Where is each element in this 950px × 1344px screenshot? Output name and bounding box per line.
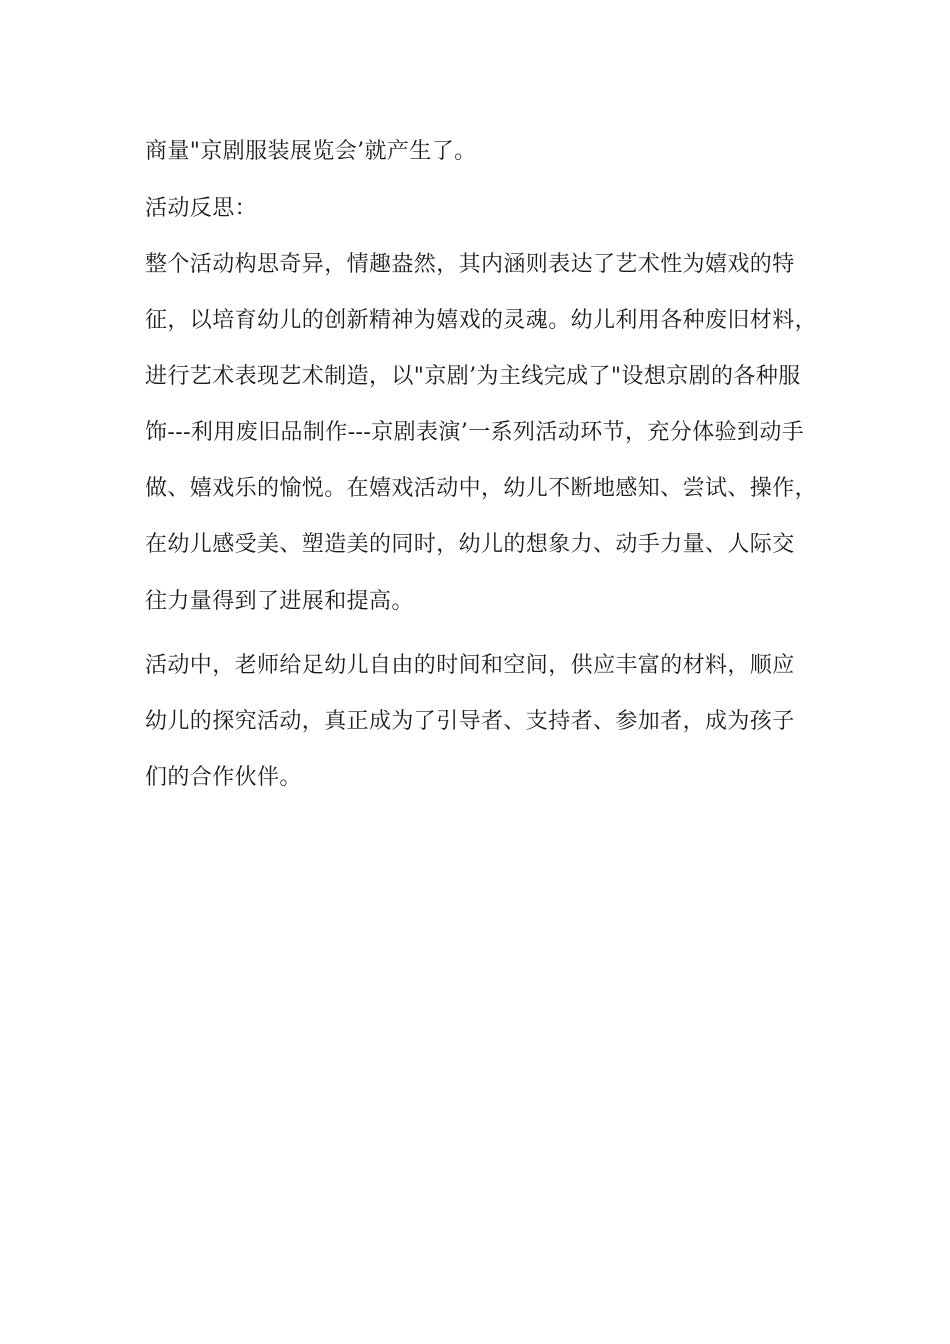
text-line: 做、嬉戏乐的愉悦。在嬉戏活动中，幼儿不断地感知、尝试、操作， xyxy=(145,476,818,501)
section-heading-reflection: 活动反思： xyxy=(145,196,258,221)
text-line: 整个活动构思奇异，情趣盎然，其内涵则表达了艺术性为嬉戏的特 xyxy=(145,252,795,277)
text-line: 们的合作伙伴。 xyxy=(145,765,302,790)
text-line-continuation: 商量"京剧服装展览会’就产生了。 xyxy=(145,139,477,164)
text-line: 幼儿的探究活动，真正成为了引导者、支持者、参加者，成为孩子 xyxy=(145,709,795,734)
text-line: 进行艺术表现艺术制造，以"京剧’为主线完成了"设想京剧的各种服 xyxy=(145,364,801,389)
text-line: 活动中，老师给足幼儿自由的时间和空间，供应丰富的材料，顺应 xyxy=(145,653,795,678)
text-line: 饰---利用废旧品制作---京剧表演’一系列活动环节，充分体验到动手 xyxy=(145,420,805,445)
text-line: 往力量得到了进展和提高。 xyxy=(145,589,414,614)
text-line: 在幼儿感受美、塑造美的同时，幼儿的想象力、动手力量、人际交 xyxy=(145,532,795,557)
text-line: 征，以培育幼儿的创新精神为嬉戏的灵魂。幼儿利用各种废旧材料， xyxy=(145,308,818,333)
